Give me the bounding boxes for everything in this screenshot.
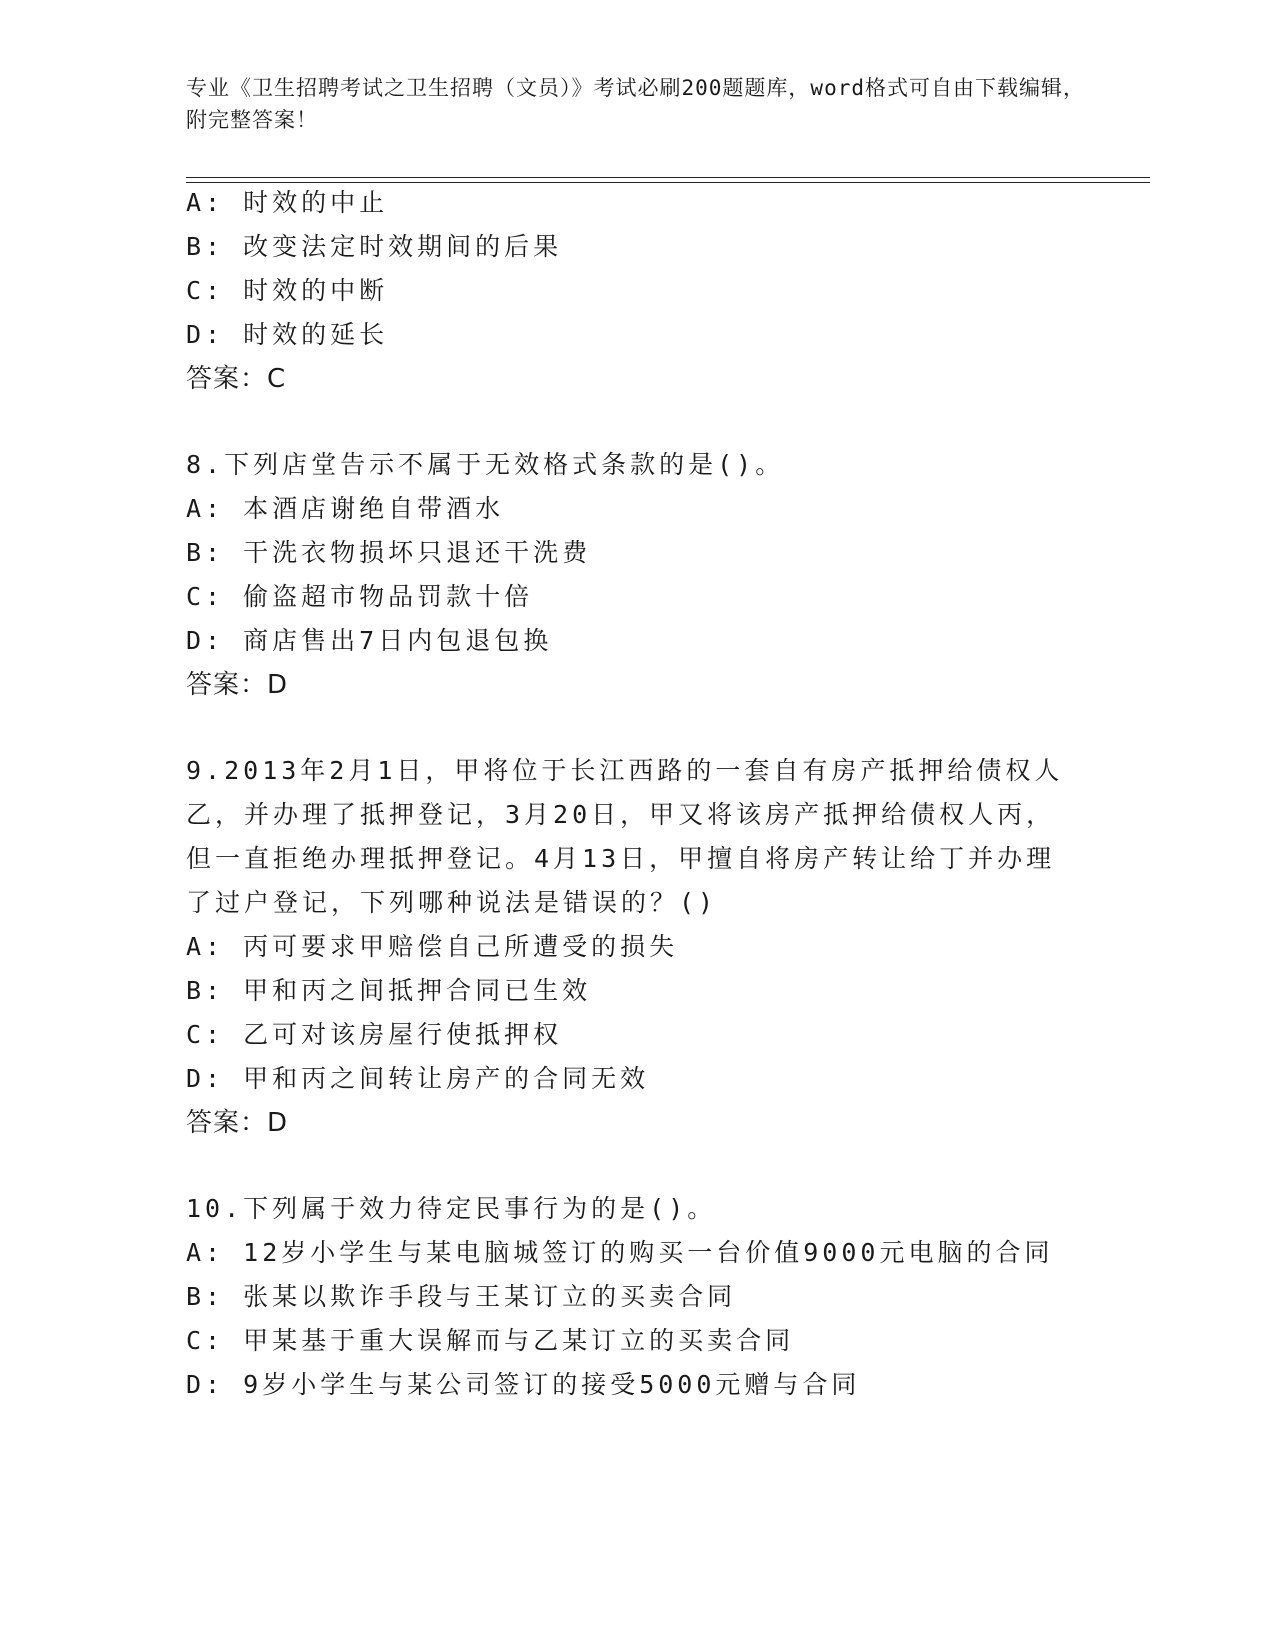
q8-answer: 答案：D: [186, 670, 289, 700]
q10-stem: 10.下列属于效力待定民事行为的是()。: [186, 1194, 717, 1223]
q10-option-a: A: 12岁小学生与某电脑城签订的购买一台价值9000元电脑的合同: [186, 1238, 1054, 1267]
q9-stem-line-3: 但一直拒绝办理抵押登记。4月13日，甲擅自将房产转让给丁并办理: [186, 844, 1056, 873]
q8-option-b: B: 干洗衣物损坏只退还干洗费: [186, 538, 592, 567]
q10-option-c: C: 甲某基于重大误解而与乙某订立的买卖合同: [186, 1326, 795, 1355]
q9-stem-line-1: 9.2013年2月1日，甲将位于长江西路的一套自有房产抵押给债权人: [186, 756, 1064, 785]
q10-option-d: D: 9岁小学生与某公司签订的接受5000元赠与合同: [186, 1370, 861, 1399]
q9-option-a: A: 丙可要求甲赔偿自己所遭受的损失: [186, 932, 679, 961]
q9-option-d: D: 甲和丙之间转让房产的合同无效: [186, 1064, 650, 1093]
q7-option-a: A: 时效的中止: [186, 188, 389, 217]
q8-option-a: A: 本酒店谢绝自带酒水: [186, 494, 505, 523]
q8-option-d: D: 商店售出7日内包退包换: [186, 626, 553, 655]
q9-option-b: B: 甲和丙之间抵押合同已生效: [186, 976, 592, 1005]
q9-answer: 答案：D: [186, 1108, 289, 1138]
q7-option-c: C: 时效的中断: [186, 276, 389, 305]
header-rule-thick: [186, 177, 1150, 178]
q8-stem: 8.下列店堂告示不属于无效格式条款的是()。: [186, 450, 785, 479]
q7-option-d: D: 时效的延长: [186, 320, 389, 349]
q7-option-b: B: 改变法定时效期间的后果: [186, 232, 563, 261]
q9-stem-line-4: 了过户登记，下列哪种说法是错误的？(): [186, 888, 718, 917]
q9-stem-line-2: 乙，并办理了抵押登记，3月20日，甲又将该房产抵押给债权人丙，: [186, 800, 1056, 829]
q7-answer: 答案：C: [186, 364, 287, 394]
q9-option-c: C: 乙可对该房屋行使抵押权: [186, 1020, 563, 1049]
document-header: 专业《卫生招聘考试之卫生招聘（文员）》考试必刷200题题库，word格式可自由下载编辑，附完整答案！: [186, 76, 1085, 132]
q8-option-c: C: 偷盗超市物品罚款十倍: [186, 582, 534, 611]
header-rule-thin: [186, 182, 1150, 183]
q10-option-b: B: 张某以欺诈手段与王某订立的买卖合同: [186, 1282, 737, 1311]
